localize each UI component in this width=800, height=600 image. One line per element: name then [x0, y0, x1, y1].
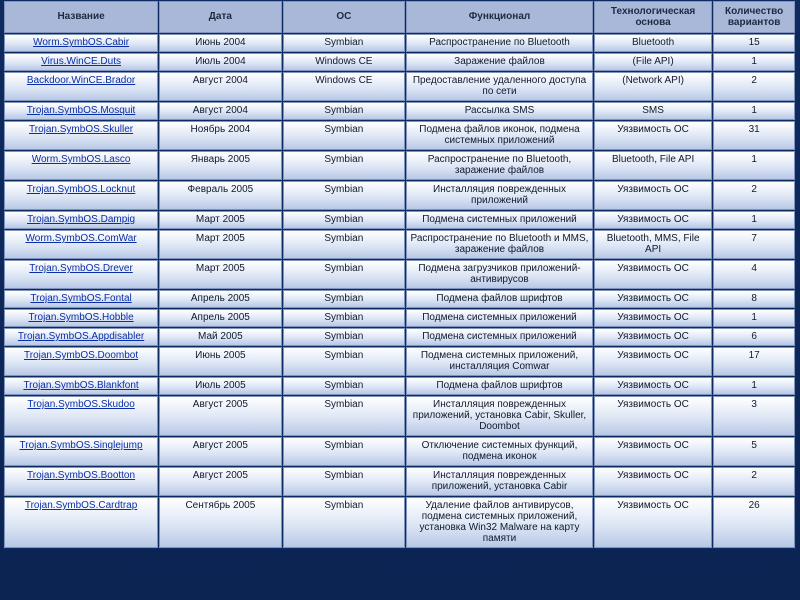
cell-functionality: Подмена системных приложений, инсталляция Comwar	[406, 347, 593, 376]
cell-technology: SMS	[594, 102, 712, 120]
cell-functionality: Распространение по Bluetooth и MMS, заражение файлов	[406, 230, 593, 259]
cell-date: Июнь 2005	[159, 347, 281, 376]
cell-date: Январь 2005	[159, 151, 281, 180]
cell-date: Февраль 2005	[159, 181, 281, 210]
cell-functionality: Подмена файлов шрифтов	[406, 377, 593, 395]
cell-os: Symbian	[283, 497, 405, 548]
cell-date: Июль 2004	[159, 53, 281, 71]
table-row	[4, 230, 795, 259]
cell-technology: Уязвимость ОС	[594, 181, 712, 210]
column-header-name: Название	[4, 1, 158, 33]
table-row	[4, 102, 795, 120]
cell-os: Windows CE	[283, 53, 405, 71]
malware-name-link[interactable]: Trojan.SymbOS.Hobble	[28, 312, 134, 323]
cell-technology: Уязвимость ОС	[594, 497, 712, 548]
cell-functionality: Распространение по Bluetooth, заражение файлов	[406, 151, 593, 180]
table-row	[4, 328, 795, 346]
cell-technology: Bluetooth	[594, 34, 712, 52]
malware-name-link[interactable]: Worm.SymbOS.Cabir	[33, 37, 130, 48]
cell-name	[4, 497, 158, 548]
cell-name	[4, 102, 158, 120]
cell-os: Symbian	[283, 102, 405, 120]
table-row	[4, 53, 795, 71]
cell-name	[4, 53, 158, 71]
cell-technology: Уязвимость ОС	[594, 396, 712, 436]
cell-os: Windows CE	[283, 72, 405, 101]
table-row	[4, 211, 795, 229]
cell-name	[4, 260, 158, 289]
column-header-date: Дата	[159, 1, 281, 33]
cell-os: Symbian	[283, 151, 405, 180]
cell-variants: 1	[713, 309, 795, 327]
cell-name	[4, 309, 158, 327]
header-row	[4, 1, 795, 33]
table-row	[4, 260, 795, 289]
cell-os: Symbian	[283, 347, 405, 376]
cell-date: Май 2005	[159, 328, 281, 346]
cell-variants: 2	[713, 467, 795, 496]
cell-variants: 1	[713, 53, 795, 71]
cell-name	[4, 290, 158, 308]
cell-os: Symbian	[283, 260, 405, 289]
cell-variants: 1	[713, 211, 795, 229]
cell-date: Апрель 2005	[159, 309, 281, 327]
table-body	[4, 34, 795, 548]
cell-date: Ноябрь 2004	[159, 121, 281, 150]
malware-name-link[interactable]: Trojan.SymbOS.Cardtrap	[24, 500, 138, 511]
cell-technology: Уязвимость ОС	[594, 121, 712, 150]
malware-name-link[interactable]: Backdoor.WinCE.Brador	[26, 75, 136, 86]
table-frame	[3, 0, 796, 600]
cell-name	[4, 396, 158, 436]
cell-name	[4, 72, 158, 101]
cell-variants: 1	[713, 151, 795, 180]
cell-variants: 7	[713, 230, 795, 259]
cell-os: Symbian	[283, 467, 405, 496]
cell-name	[4, 181, 158, 210]
cell-os: Symbian	[283, 437, 405, 466]
cell-date: Август 2005	[159, 437, 281, 466]
cell-date: Март 2005	[159, 211, 281, 229]
table-row	[4, 34, 795, 52]
malware-name-link[interactable]: Worm.SymbOS.Lasco	[31, 154, 131, 165]
cell-variants: 26	[713, 497, 795, 548]
malware-name-link[interactable]: Trojan.SymbOS.Singlejump	[19, 440, 143, 451]
cell-name	[4, 328, 158, 346]
cell-functionality: Предоставление удаленного доступа по сети	[406, 72, 593, 101]
cell-variants: 15	[713, 34, 795, 52]
cell-technology: Уязвимость ОС	[594, 467, 712, 496]
cell-date: Март 2005	[159, 260, 281, 289]
malware-name-link[interactable]: Trojan.SymbOS.Mosquit	[26, 105, 136, 116]
table-row	[4, 437, 795, 466]
cell-date: Август 2004	[159, 102, 281, 120]
cell-os: Symbian	[283, 377, 405, 395]
cell-functionality: Подмена системных приложений	[406, 211, 593, 229]
malware-name-link[interactable]: Trojan.SymbOS.Fontal	[30, 293, 132, 304]
malware-name-link[interactable]: Trojan.SymbOS.Blankfont	[23, 380, 139, 391]
table-row	[4, 290, 795, 308]
cell-functionality: Подмена системных приложений	[406, 328, 593, 346]
cell-variants: 4	[713, 260, 795, 289]
cell-os: Symbian	[283, 328, 405, 346]
cell-date: Июнь 2004	[159, 34, 281, 52]
cell-date: Август 2005	[159, 396, 281, 436]
table-row	[4, 347, 795, 376]
table-row	[4, 377, 795, 395]
cell-os: Symbian	[283, 396, 405, 436]
cell-date: Сентябрь 2005	[159, 497, 281, 548]
cell-functionality: Отключение системных функций, подмена иконок	[406, 437, 593, 466]
cell-os: Symbian	[283, 230, 405, 259]
cell-technology: (File API)	[594, 53, 712, 71]
cell-name	[4, 211, 158, 229]
cell-os: Symbian	[283, 290, 405, 308]
cell-variants: 6	[713, 328, 795, 346]
cell-date: Март 2005	[159, 230, 281, 259]
malware-name-link[interactable]: Trojan.SymbOS.Skuller	[29, 124, 134, 135]
table-row	[4, 396, 795, 436]
cell-name	[4, 121, 158, 150]
cell-os: Symbian	[283, 34, 405, 52]
cell-technology: Уязвимость ОС	[594, 437, 712, 466]
malware-name-link[interactable]: Trojan.SymbOS.Locknut	[26, 184, 136, 195]
cell-functionality: Подмена файлов шрифтов	[406, 290, 593, 308]
cell-technology: Bluetooth, File API	[594, 151, 712, 180]
malware-name-link[interactable]: Trojan.SymbOS.Dampig	[27, 214, 136, 225]
cell-os: Symbian	[283, 211, 405, 229]
column-header-functionality: Функционал	[406, 1, 593, 33]
cell-functionality: Заражение файлов	[406, 53, 593, 71]
cell-functionality: Рассылка SMS	[406, 102, 593, 120]
cell-os: Symbian	[283, 309, 405, 327]
column-header-variants: Количество вариантов	[713, 1, 795, 33]
cell-name	[4, 467, 158, 496]
cell-variants: 17	[713, 347, 795, 376]
cell-technology: Уязвимость ОС	[594, 309, 712, 327]
column-header-os: ОС	[283, 1, 405, 33]
cell-date: Август 2004	[159, 72, 281, 101]
table-row	[4, 181, 795, 210]
cell-technology: Уязвимость ОС	[594, 347, 712, 376]
table-row	[4, 309, 795, 327]
cell-name	[4, 347, 158, 376]
malware-table	[3, 0, 796, 549]
cell-variants: 8	[713, 290, 795, 308]
cell-name	[4, 377, 158, 395]
cell-technology: Уязвимость ОС	[594, 377, 712, 395]
cell-variants: 31	[713, 121, 795, 150]
cell-technology: Уязвимость ОС	[594, 211, 712, 229]
cell-name	[4, 437, 158, 466]
cell-functionality: Инсталляция поврежденных приложений, установка Cabir, Skuller, Doombot	[406, 396, 593, 436]
cell-date: Июль 2005	[159, 377, 281, 395]
cell-variants: 2	[713, 72, 795, 101]
cell-technology: (Network API)	[594, 72, 712, 101]
malware-name-link[interactable]: Trojan.SymbOS.Bootton	[27, 470, 136, 481]
table-row	[4, 121, 795, 150]
cell-os: Symbian	[283, 181, 405, 210]
cell-date: Апрель 2005	[159, 290, 281, 308]
cell-functionality: Подмена загрузчиков приложений-антивирусов	[406, 260, 593, 289]
cell-variants: 3	[713, 396, 795, 436]
table-row	[4, 72, 795, 101]
cell-variants: 2	[713, 181, 795, 210]
cell-technology: Уязвимость ОС	[594, 290, 712, 308]
malware-name-link[interactable]: Worm.SymbOS.ComWar	[25, 233, 137, 244]
malware-name-link[interactable]: Trojan.SymbOS.Appdisabler	[17, 331, 145, 342]
cell-name	[4, 230, 158, 259]
cell-technology: Bluetooth, MMS, File API	[594, 230, 712, 259]
malware-name-link[interactable]: Virus.WinCE.Duts	[41, 56, 121, 67]
cell-functionality: Распространение по Bluetooth	[406, 34, 593, 52]
malware-name-link[interactable]: Trojan.SymbOS.Drever	[29, 263, 133, 274]
cell-functionality: Подмена файлов иконок, подмена системных приложений	[406, 121, 593, 150]
cell-name	[4, 151, 158, 180]
cell-date: Август 2005	[159, 467, 281, 496]
cell-functionality: Удаление файлов антивирусов, подмена системных приложений, установка Win32 Malware на карту памяти	[406, 497, 593, 548]
cell-variants: 1	[713, 102, 795, 120]
cell-name	[4, 34, 158, 52]
malware-name-link[interactable]: Trojan.SymbOS.Doombot	[24, 350, 139, 361]
cell-functionality: Инсталляция поврежденных приложений	[406, 181, 593, 210]
cell-functionality: Подмена системных приложений	[406, 309, 593, 327]
column-header-technology: Технологическая основа	[594, 1, 712, 33]
table-row	[4, 151, 795, 180]
cell-technology: Уязвимость ОС	[594, 260, 712, 289]
cell-os: Symbian	[283, 121, 405, 150]
cell-technology: Уязвимость ОС	[594, 328, 712, 346]
table-header	[4, 1, 795, 33]
cell-variants: 1	[713, 377, 795, 395]
table-row	[4, 497, 795, 548]
table-row	[4, 467, 795, 496]
cell-variants: 5	[713, 437, 795, 466]
malware-name-link[interactable]: Trojan.SymbOS.Skudoo	[27, 399, 135, 410]
cell-functionality: Инсталляция поврежденных приложений, установка Cabir	[406, 467, 593, 496]
